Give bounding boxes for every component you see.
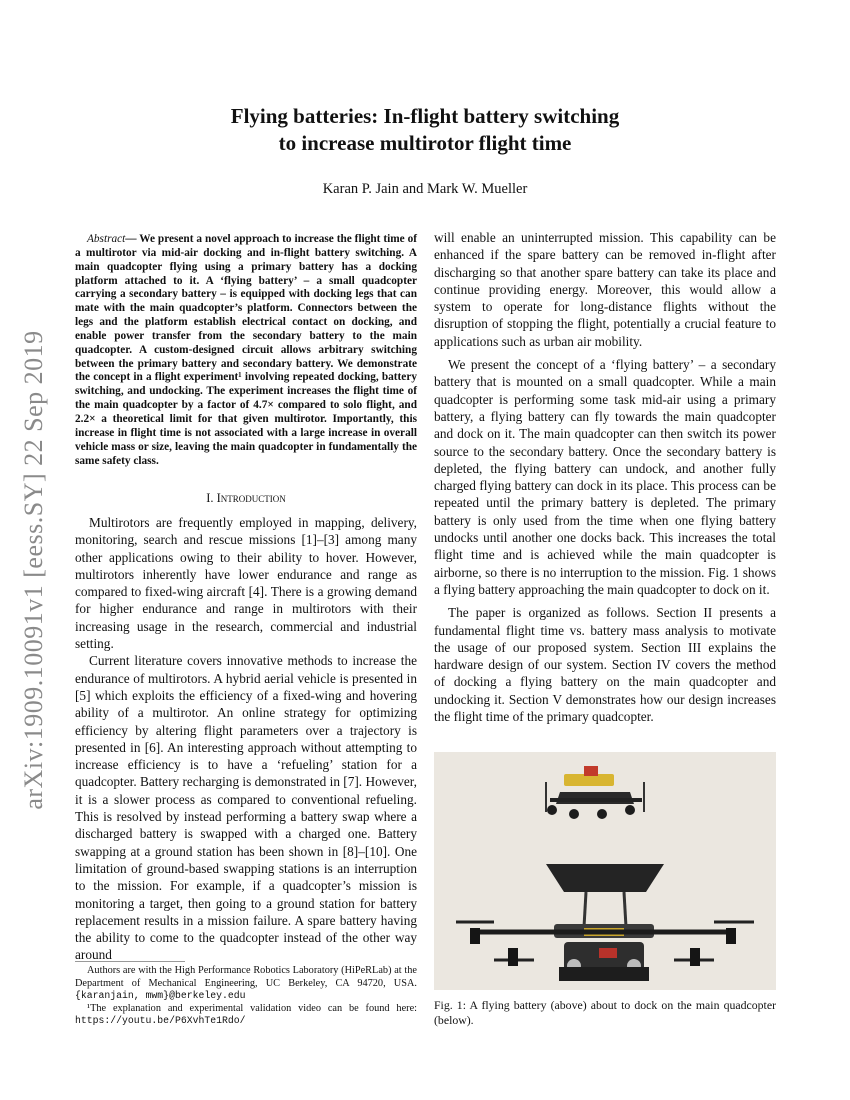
video-footnote-text: ¹The explanation and experimental validation video can be found here:	[87, 1002, 417, 1014]
right-paragraph-3: The paper is organized as follows. Section II presents a fundamental flight time vs. battery mass analysis to motivate the usage of our proposed system. Section III explains the hardware design of our system. Section IV covers the method of docking a flying battery on the main quadcopter and undocking it. Section V demonstrates how our design increases the flight time of the primary quadcopter.	[434, 605, 776, 725]
section-heading-introduction	[75, 491, 417, 506]
intro-paragraph-2: Current literature covers innovative methods to increase the endurance of multirotors. A hybrid aerial vehicle is presented in [5] which exploits the efficiency of a fixed-wing and hovering ability of a multirotor. An online strategy for optimizing efficiency by altering flight parameters over a trajectory is presented in [6]. An interesting approach without attempting to increase efficiency is to have a ‘refueling’ station for a quadcopter. Battery recharging is demonstrated in [7]. However, it is a slower process as compared to conventional refueling. This is resolved by instead performing a battery swap where a discharged battery is swapped with a charged one. Battery swapping at a ground station has been shown in [8]–[10]. One limitation of ground-based swapping stations is an interruption to the mission. For example, if a quadcopter’s mission is monitoring a target, then going to a ground station for battery replacement results in a mission failure. A spare battery having the ability to come to the quadcopter instead of the other way around	[75, 653, 417, 963]
footnote-video	[75, 1003, 417, 1028]
footnote-rule	[75, 961, 185, 962]
affiliation-text: Authors are with the High Performance Robotics Laboratory (HiPeRLab) at the Department of Mechanical Engineering, UC Berkeley, CA 94720, USA.	[75, 965, 417, 989]
author-list: Karan P. Jain and Mark W. Mueller	[322, 181, 528, 197]
intro-paragraph-1: Multirotors are frequently employed in mapping, delivery, monitoring, search and rescue missions [1]–[3] among many other applications owing to their ability to hover. However, multirotors inherently have lower endurance and range as compared to fixed-wing aircraft [4]. There is a growing demand for higher endurance and range in multirotors with their increasing usage in the research, commercial and industrial setting.	[75, 515, 417, 652]
abstract-text: — We present a novel approach to increase the flight time of a multirotor via mid-air docking and in-flight battery switching. A main quadcopter flying using a primary battery has a docking platform attached to it. A ‘flying battery’ – a small quadcopter carrying a secondary battery – is equipped with docking legs that can mate with the main quadcopter’s platform. Connectors between the legs and the platform establish electrical contact on docking, and enable power transfer from the secondary battery to the main quadcopter. A custom-designed circuit allows arbitrary switching between the primary battery and secondary battery. We demonstrate the concept in a flight experiment¹ involving repeated docking, battery switching, and undocking. The experiment increases the flight time of the main quadcopter by a factor of 4.7× compared to solo flight, and 2.2× a theoretical limit for that given multirotor. Importantly, this increase in flight time is not associated with a large increase in overall vehicle mass or size, leaving the main quadcopter in fundamentally the same safety class.	[75, 233, 417, 467]
left-column-body	[75, 514, 417, 964]
title-line-1: Flying batteries: In-flight battery switching	[230, 104, 620, 128]
right-paragraph-2: We present the concept of a ‘flying battery’ – a secondary battery that is mounted on a small quadcopter. While a main quadcopter is performing some task mid-air using a primary battery, a flying battery can fly towards the main quadcopter and dock on it. The main quadcopter can then switch its power source to the secondary battery. Once the secondary battery is depleted, the flying battery can undock, and another fully charged flying battery can dock in its place. This process can be repeated until the primary battery is depleted. The primary battery is only used from the time when one flying battery undocks until another one docks back. This increases the total flight time and is achieved while the main quadcopter is airborne, so there is no interruption to the mission. Fig. 1 shows a flying battery approaching the main quadcopter to dock on it.	[434, 357, 776, 597]
abstract	[75, 233, 417, 468]
quadcopter-photo-illustration	[434, 752, 776, 990]
paper-title	[150, 103, 700, 157]
right-paragraph-1: will enable an uninterrupted mission. This capability can be enhanced if the spare battery can be removed in-flight after discharging so that another spare battery can take its place and continue providing energy. Moreover, this would allow a system to operate for long-distance flights without the disruption of stopping the flight, potentially a crucial feature to applications such as urban air mobility.	[434, 230, 776, 349]
section-title: Introduction	[216, 491, 286, 505]
right-column-body	[434, 229, 776, 725]
section-number: I.	[206, 491, 214, 505]
footnote-affiliation	[75, 965, 417, 1003]
title-line-2: to increase multirotor flight time	[278, 131, 572, 155]
figure-1-photo	[434, 752, 776, 990]
arxiv-id-text: arXiv:1909.10091v1 [eess.SY] 22 Sep 2019	[19, 330, 48, 810]
video-link[interactable]: https://youtu.be/P6XvhTe1Rdo/	[75, 1015, 246, 1027]
footnotes	[75, 961, 417, 1028]
author-emails: {karanjain, mwm}@berkeley.edu	[75, 990, 246, 1002]
figure-1-caption: Fig. 1: A flying battery (above) about to dock on the main quadcopter (below).	[434, 998, 776, 1027]
abstract-label: Abstract	[87, 233, 126, 245]
